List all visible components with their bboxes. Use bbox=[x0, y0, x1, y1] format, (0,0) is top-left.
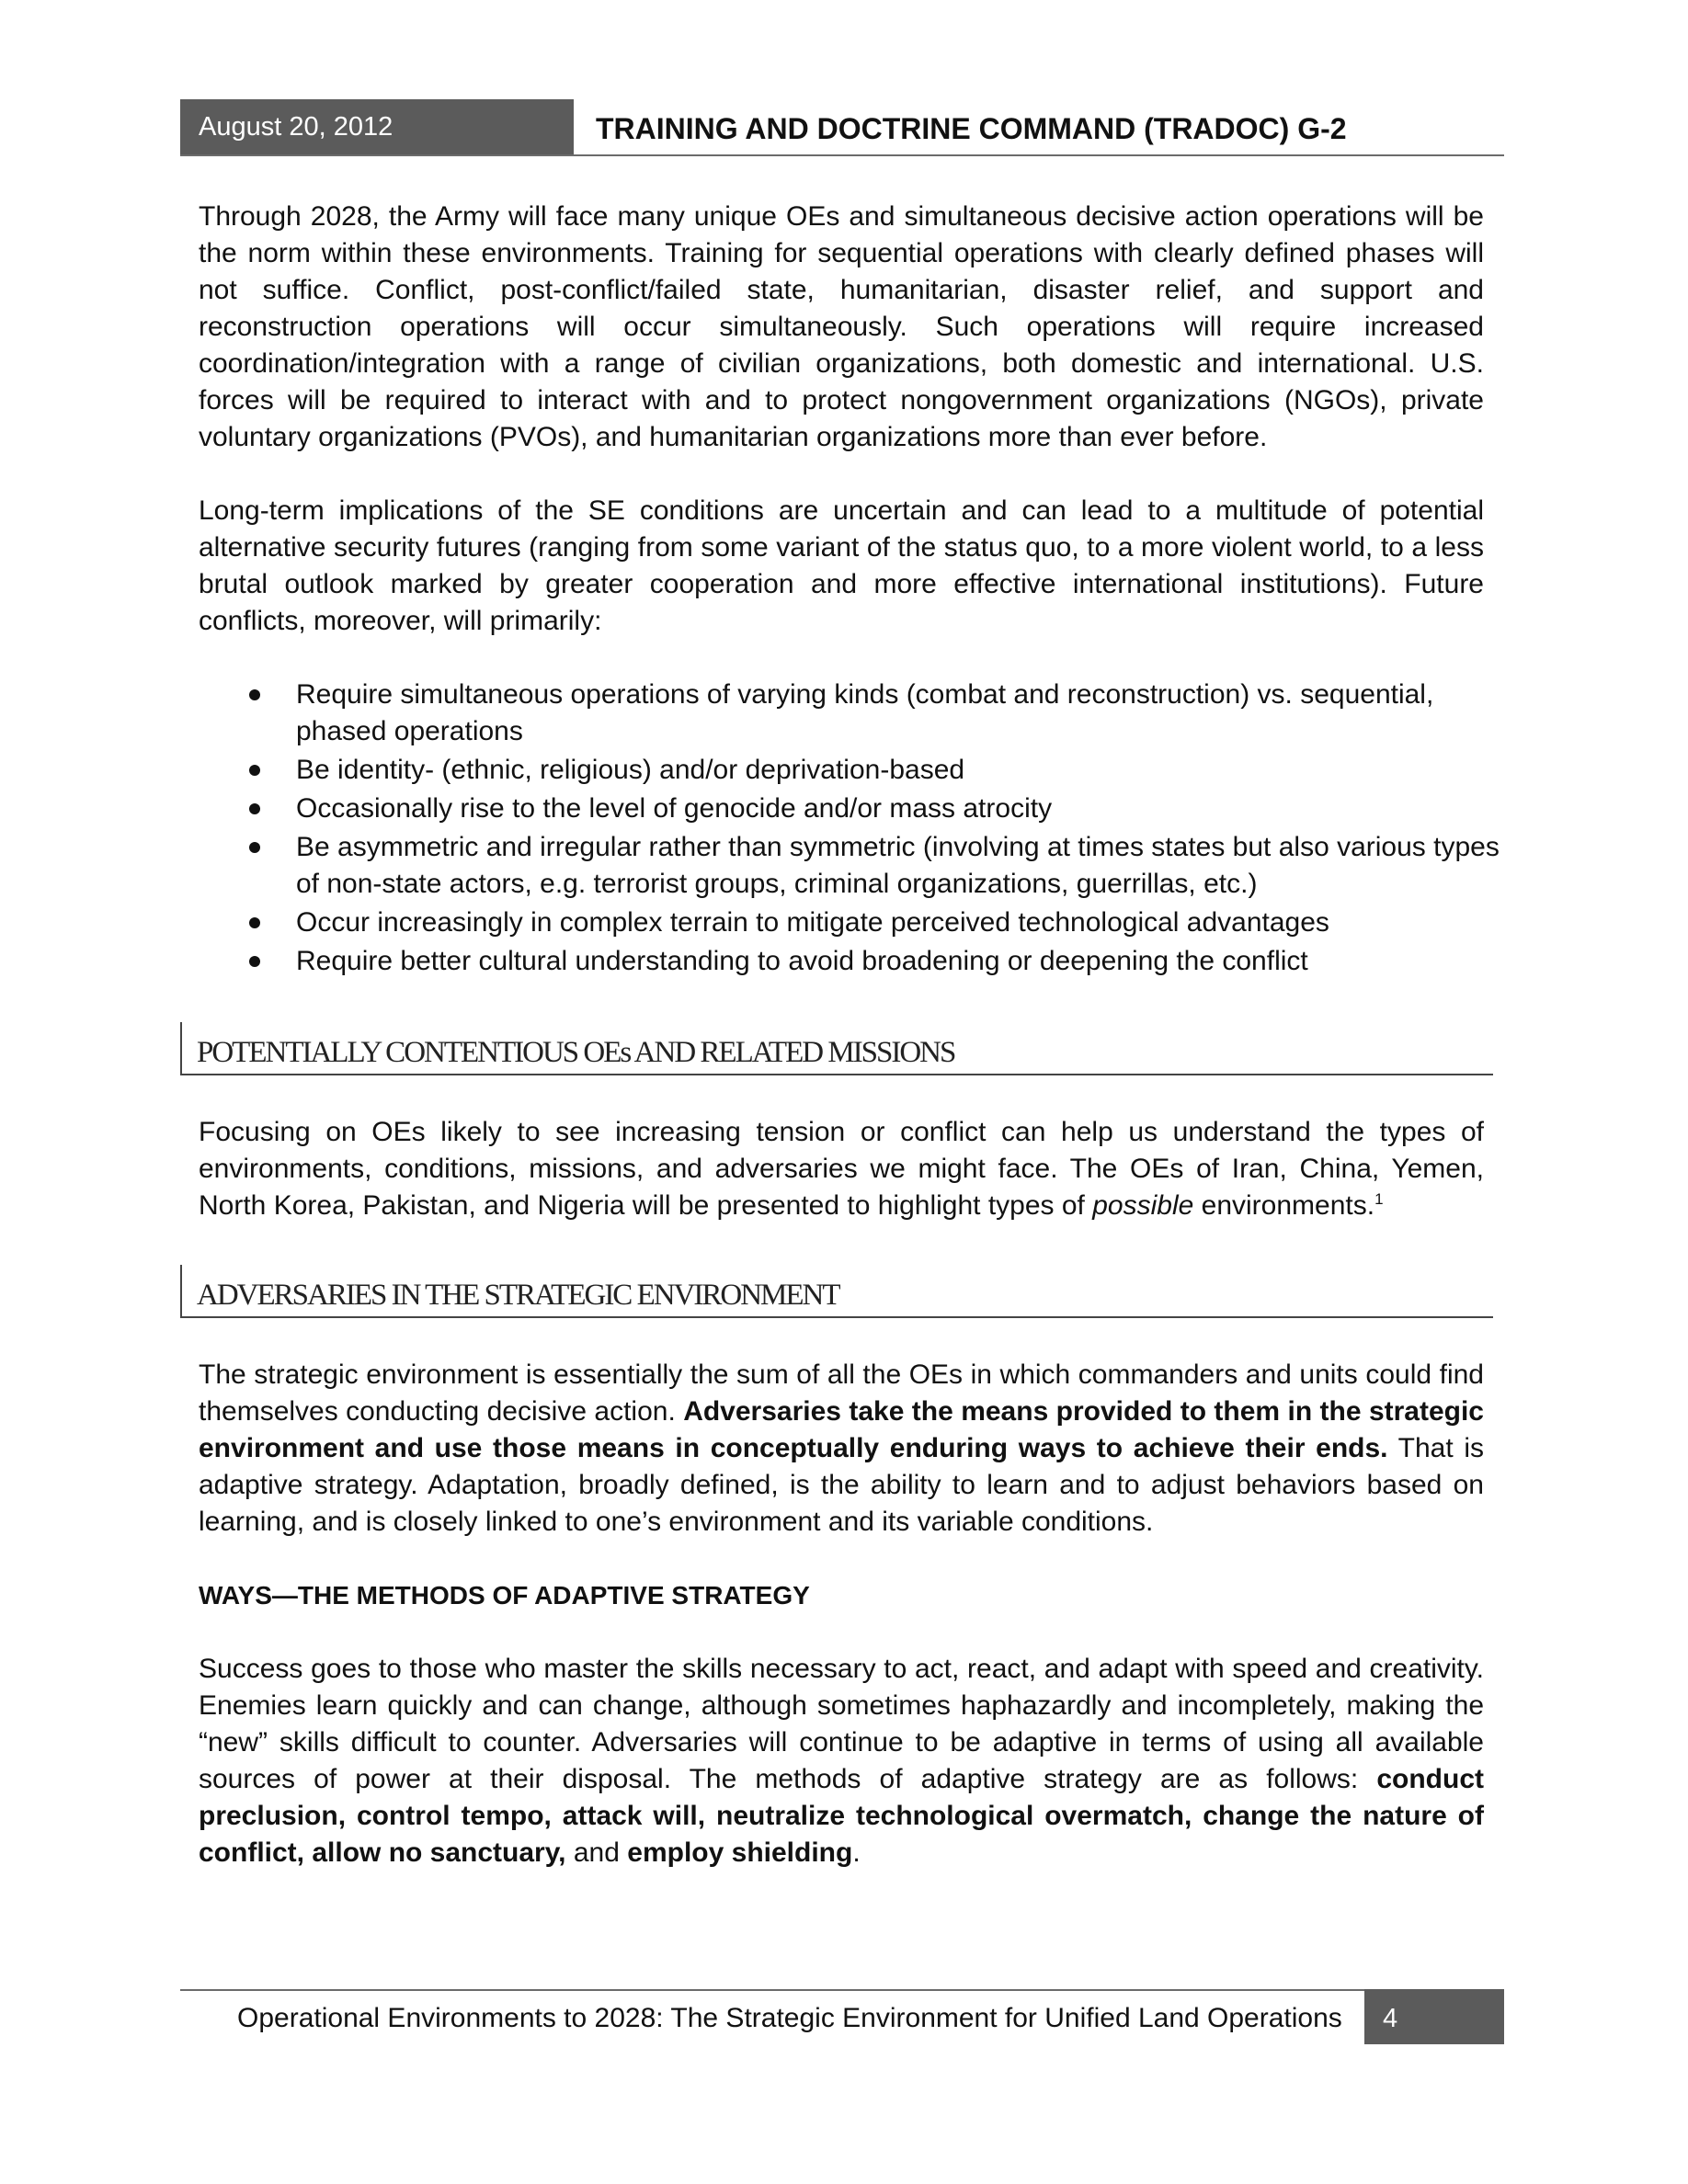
bullet-item: Be asymmetric and irregular rather than symmetric (involving at times states but also various types of non-state actors, e.g. terrorist groups, criminal organizations, guerrillas, etc.) bbox=[199, 829, 1504, 903]
section-1-text-b: environments. bbox=[1193, 1190, 1375, 1221]
bullet-item: Occur increasingly in complex terrain to mitigate perceived technological advantages bbox=[199, 904, 1504, 941]
section-2-paragraph-block bbox=[199, 1357, 1484, 1541]
header-title: TRAINING AND DOCTRINE COMMAND (TRADOC) G-2 bbox=[596, 112, 1347, 145]
page-number: 4 bbox=[1364, 1989, 1504, 2044]
paragraph-2: Long-term implications of the SE conditions are uncertain and can lead to a multitude of potential alternative security futures (ranging from some variant of the status quo, to a more violent world, to a less brutal outlook marked by greater cooperation and more effective international institutions). Future conflicts, moreover, will primarily: bbox=[199, 495, 1484, 636]
subsection-text-c: . bbox=[852, 1837, 861, 1868]
header-date: August 20, 2012 bbox=[180, 99, 574, 154]
subsection-bold-1: conduct preclusion, control tempo, attack will, neutralize technological overmatch, change the nature of conflict, allow no sanctuary, bbox=[199, 1764, 1484, 1868]
heading-vertical-bar bbox=[180, 1265, 182, 1318]
header-rule bbox=[180, 154, 1504, 156]
bullet-list bbox=[199, 677, 1504, 980]
bullet-item: Require simultaneous operations of varying kinds (combat and reconstruction) vs. sequential, phased operations bbox=[199, 677, 1504, 750]
section-2-bold: Adversaries take the means provided to them in the strategic environment and use those means in conceptually enduring ways to achieve their ends. bbox=[199, 1396, 1484, 1463]
heading-underline bbox=[180, 1316, 1493, 1318]
paragraph-1-block bbox=[199, 199, 1484, 456]
paragraph-2-block bbox=[199, 493, 1484, 640]
section-heading-text: POTENTIALLY CONTENTIOUS OEs AND RELATED MISSIONS bbox=[197, 1036, 955, 1069]
section-1-italic: possible bbox=[1092, 1190, 1194, 1221]
footnote-ref: 1 bbox=[1374, 1190, 1384, 1208]
section-heading-text: ADVERSARIES IN THE STRATEGIC ENVIRONMENT bbox=[197, 1279, 839, 1312]
paragraph-1: Through 2028, the Army will face many unique OEs and simultaneous decisive action operations will be the norm within these environments. Training for sequential operations with clearly defined phases will not suffice. Conflict, post-conflict/failed state, humanitarian, disaster relief, and support and reconstruction operations will occur simultaneously. Such operations will require increased coordination/integration with a range of civilian organizations, both domestic and international. U.S. forces will be required to interact with and to protect nongovernment organizations (NGOs), private voluntary organizations (PVOs), and humanitarian organizations more than ever before. bbox=[199, 201, 1484, 452]
section-heading-contentious-oes bbox=[180, 1022, 1493, 1075]
bullet-list-block bbox=[199, 677, 1504, 982]
section-2-text-a: The strategic environment is essentially the sum of all the OEs in which commanders and units could find themselves conducting decisive action. bbox=[199, 1359, 1484, 1427]
bullet-item: Be identity- (ethnic, religious) and/or deprivation-based bbox=[199, 752, 1504, 789]
bullet-item: Require better cultural understanding to avoid broadening or deepening the conflict bbox=[199, 943, 1504, 980]
section-1-paragraph-block bbox=[199, 1114, 1484, 1224]
subsection-text-b: and bbox=[565, 1837, 628, 1868]
section-1-text-a: Focusing on OEs likely to see increasing tension or conflict can help us understand the types of environments, conditions, missions, and adversaries we might face. The OEs of Iran, China, Yemen, North Korea, Pakistan, and Nigeria will be presented to highlight types of bbox=[199, 1117, 1484, 1221]
footer-title: Operational Environments to 2028: The Strategic Environment for Unified Land Operations bbox=[237, 2003, 1342, 2033]
subsection-bold-2: employ shielding bbox=[627, 1837, 853, 1868]
bullet-item: Occasionally rise to the level of genocide and/or mass atrocity bbox=[199, 791, 1504, 827]
section-2-paragraph bbox=[199, 1357, 1484, 1541]
section-heading-adversaries bbox=[180, 1265, 1493, 1318]
section-2-text-b: That is adaptive strategy. Adaptation, broadly defined, is the ability to learn and to adjust behaviors based on learning, and is closely linked to one’s environment and its variable conditions. bbox=[199, 1433, 1484, 1537]
subsection-text-a: Success goes to those who master the skills necessary to act, react, and adapt with speed and creativity. Enemies learn quickly and can change, although sometimes haphazardly and incompletely, making the “new” skills difficult to counter. Adversaries will continue to be adaptive in terms of using all available sources of power at their disposal. The methods of adaptive strategy are as follows: bbox=[199, 1654, 1484, 1794]
subsection-paragraph-block bbox=[199, 1651, 1484, 1871]
subheading-adaptive-strategy: WAYS—THE METHODS OF ADAPTIVE STRATEGY bbox=[199, 1581, 810, 1610]
section-1-paragraph bbox=[199, 1114, 1484, 1224]
subsection-paragraph bbox=[199, 1651, 1484, 1871]
heading-underline bbox=[180, 1074, 1493, 1075]
heading-vertical-bar bbox=[180, 1022, 182, 1075]
subheading-block bbox=[199, 1577, 1484, 1614]
